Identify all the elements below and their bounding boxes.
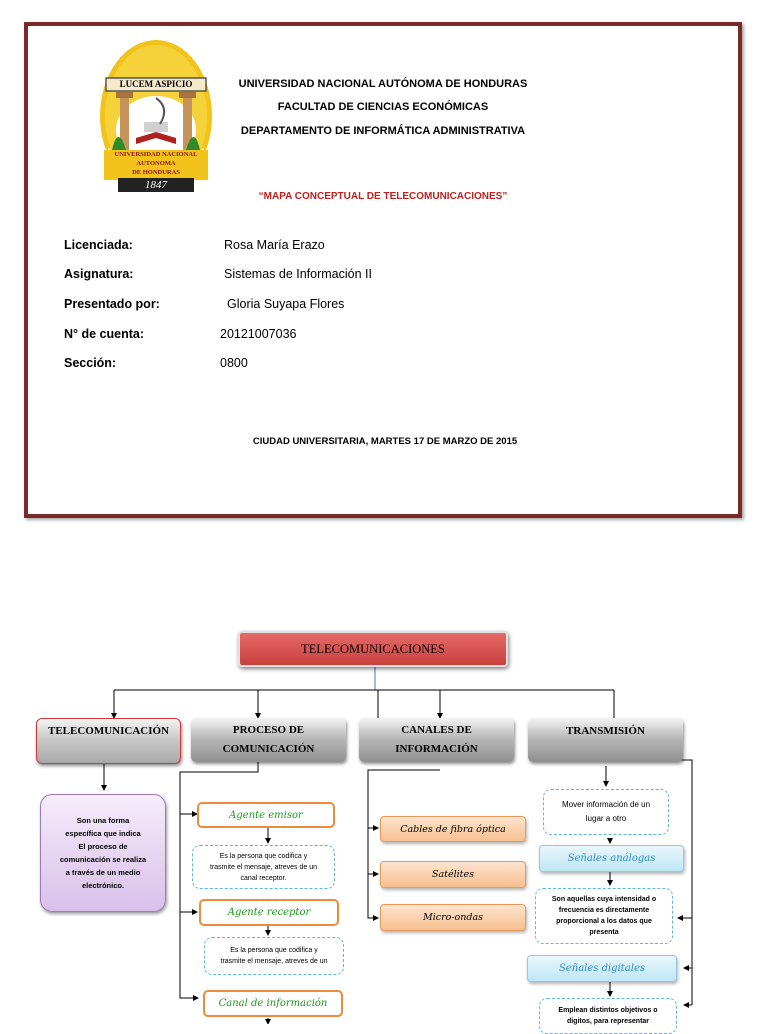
document-title: “MAPA CONCEPTUAL DE TELECOMUNICACIONES” xyxy=(258,191,508,202)
definition-line2: específica que indica xyxy=(65,829,141,838)
branch-proceso-label-l1: PROCESO DE xyxy=(232,724,305,736)
emisor-desc-line3: canal receptor. xyxy=(240,874,287,882)
branch-canales-label-l2: INFORMACIÓN xyxy=(395,743,478,755)
value-asignatura: Sistemas de Información II xyxy=(224,267,372,281)
value-seccion: 0800 xyxy=(220,356,248,370)
definition-line5: a través de un medio xyxy=(65,868,141,877)
label-asignatura: Asignatura: xyxy=(64,267,134,281)
definition-line3: El proceso de xyxy=(78,842,128,851)
seal-name-line1: UNIVERSIDAD NACIONAL xyxy=(114,151,198,158)
seal-year: 1847 xyxy=(145,179,167,191)
mover-line2: lugar a otro xyxy=(585,814,627,823)
seal-name-line2: AUTONOMA xyxy=(136,160,176,167)
seal-name-line3: DE HONDURAS xyxy=(132,169,180,176)
definition-line4: comunicación se realiza xyxy=(59,855,147,864)
receptor-desc-line1: Es la persona que codifica y xyxy=(230,947,318,954)
branch-telecomunicacion xyxy=(36,718,181,764)
receptor-description xyxy=(204,937,344,975)
emisor-description xyxy=(192,845,335,889)
branch-transmision xyxy=(528,718,683,762)
digitales-desc-line2: dígitos, para representar xyxy=(566,1018,650,1025)
satelites-box: Satélites xyxy=(380,861,526,888)
value-presentado: Gloria Suyapa Flores xyxy=(227,297,345,311)
digitales-desc-line1: Emplean distintos objetivos o xyxy=(558,1007,658,1014)
digitales-description xyxy=(539,998,677,1034)
emisor-desc-line2: trasmite el mensaje, atreves de un xyxy=(210,863,317,871)
receptor-desc-line2: trasmite el mensaje, atreves de un xyxy=(220,958,328,965)
definition-line6: electrónico. xyxy=(81,881,125,890)
cover-footer: CIUDAD UNIVERSITARIA, MARTES 17 DE MARZO DE 2015 xyxy=(252,436,518,447)
analogas-description xyxy=(535,888,673,944)
branch-telecomunicacion-label: TELECOMUNICACIÓN xyxy=(47,725,169,737)
label-seccion: Sección: xyxy=(64,356,117,370)
header-faculty: FACULTAD DE CIENCIAS ECONÓMICAS xyxy=(277,101,489,113)
agente-emisor-box: Agente emisor xyxy=(197,802,335,828)
senales-analogas-box: Señales análogas xyxy=(539,845,684,872)
branch-proceso-label-l2: COMUNICACIÓN xyxy=(222,743,315,755)
root-node: TELECOMUNICACIONES xyxy=(238,631,508,667)
value-cuenta: 20121007036 xyxy=(220,327,297,341)
label-cuenta: N° de cuenta: xyxy=(64,327,145,341)
analogas-desc-line3: proporcional a los datos que xyxy=(556,918,652,925)
branch-canales xyxy=(359,718,514,762)
label-presentado: Presentado por: xyxy=(64,297,160,311)
canal-informacion-box: Canal de información xyxy=(203,990,343,1017)
mover-info-box xyxy=(543,789,669,835)
seal-motto: LUCEM ASPICIO xyxy=(119,79,193,89)
header-department: DEPARTAMENTO DE INFORMÁTICA ADMINISTRATIVA xyxy=(240,125,526,137)
value-licenciada: Rosa María Erazo xyxy=(224,238,325,252)
analogas-desc-line2: frecuencia es directamente xyxy=(558,907,650,914)
mover-line1: Mover información de un xyxy=(561,800,651,809)
header-university: UNIVERSIDAD NACIONAL AUTÓNOMA DE HONDURAS xyxy=(238,78,528,90)
emisor-desc-line1: Es la persona que codifica y xyxy=(219,852,308,860)
analogas-desc-line4: presenta xyxy=(589,929,619,936)
microondas-box: Micro-ondas xyxy=(380,904,526,931)
definition-box xyxy=(40,794,166,912)
label-licenciada: Licenciada: xyxy=(64,238,133,252)
senales-digitales-box: Señales digitales xyxy=(527,955,677,982)
analogas-desc-line1: Son aquellas cuya intensidad o xyxy=(551,896,657,903)
definition-line1: Son una forma xyxy=(76,816,130,825)
branch-canales-label-l1: CANALES DE xyxy=(401,724,472,736)
branch-transmision-label: TRANSMISIÓN xyxy=(566,725,645,737)
cables-fibra-box: Cables de fibra óptica xyxy=(380,816,526,842)
agente-receptor-box: Agente receptor xyxy=(199,899,339,926)
branch-proceso xyxy=(191,718,346,762)
